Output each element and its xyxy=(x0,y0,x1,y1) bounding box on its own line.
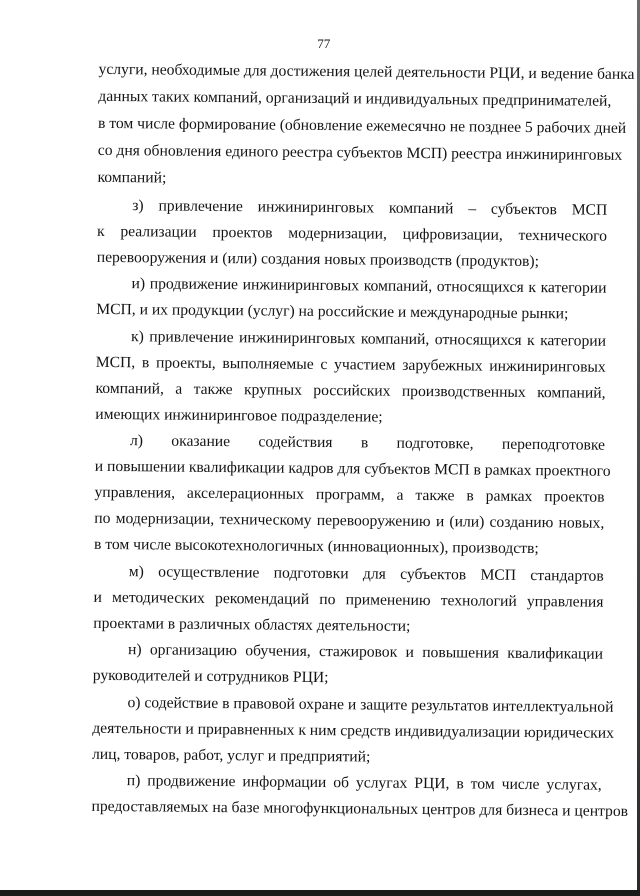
text-line: проектами в различных областях деятельности; xyxy=(93,614,411,635)
list-item-k: к) привлечение инжиниринговых компаний, относящихся к категории xyxy=(130,328,607,350)
text-line: компаний; xyxy=(97,168,167,187)
text-line: услуги, необходимые для достижения целей деятельности РЦИ, и ведение банка xyxy=(98,60,635,84)
text-line: руководителей и сотрудников РЦИ; xyxy=(92,666,329,687)
text-line: со дня обновления единого реестра субъектов МСП) реестра инжиниринговых xyxy=(97,141,623,164)
text-line: МСП, и их продукции (услуг) на российские и международные рынки; xyxy=(96,300,569,323)
text-line: лиц, товаров, работ, услуг и предприятий; xyxy=(91,745,371,766)
text-line: МСП, в проекты, выполняемые с участием зарубежных инжиниринговых xyxy=(95,353,606,376)
text-line: управления, акселерационных программ, а также в рамках проектов xyxy=(94,483,605,506)
text-line: деятельности и приравненных к ним средств индивидуализации юридических xyxy=(92,719,614,742)
list-item-p: п) продвижение информации об услугах РЦИ, в том числе услугах, xyxy=(126,772,602,794)
text-line: и методических рекомендаций по применению технологий управления xyxy=(93,588,604,611)
scan-edge-bottom xyxy=(0,890,640,896)
text-line: компаний, а также крупных российских производственных компаний, xyxy=(95,379,606,402)
text-line: данных таких компаний, организаций и индивидуальных предпринимателей, xyxy=(98,87,612,110)
list-item-i: и) продвижение инжиниринговых компаний, относящихся к категории xyxy=(131,275,607,297)
text-line: имеющих инжиниринговое подразделение; xyxy=(95,405,383,426)
text-line: перевооружения и (или) создания новых производств (продуктов); xyxy=(96,248,540,271)
list-item-m: м) осуществление подготовки для субъектов МСП стандартов xyxy=(128,563,604,585)
list-item-n: н) организацию обучения, стажировок и повышения квалификации xyxy=(127,641,604,663)
text-line: предоставляемых на базе многофункциональных центров для бизнеса и центров xyxy=(91,797,629,820)
list-item-o: о) содействие в правовой охране и защите результатов интеллектуальной xyxy=(127,694,614,716)
text-line: и повышении квалификации кадров для субъектов МСП в рамках проектного xyxy=(94,457,611,480)
list-item-l: л) оказание содействия в подготовке, переподготовке xyxy=(129,432,606,454)
text-line: по модернизации, техническому перевооружению и (или) созданию новых, xyxy=(94,509,605,532)
page-number: 77 xyxy=(317,35,331,52)
text-line: к реализации проектов модернизации, цифровизации, технического xyxy=(96,222,608,245)
list-item-z: з) привлечение инжиниринговых компаний – субъектов МСП xyxy=(132,197,608,219)
text-line: в том числе высокотехнологичных (инновационных), производств; xyxy=(93,535,539,558)
text-line: в том числе формирование (обновление ежемесячно не позднее 5 рабочих дней xyxy=(97,114,627,137)
